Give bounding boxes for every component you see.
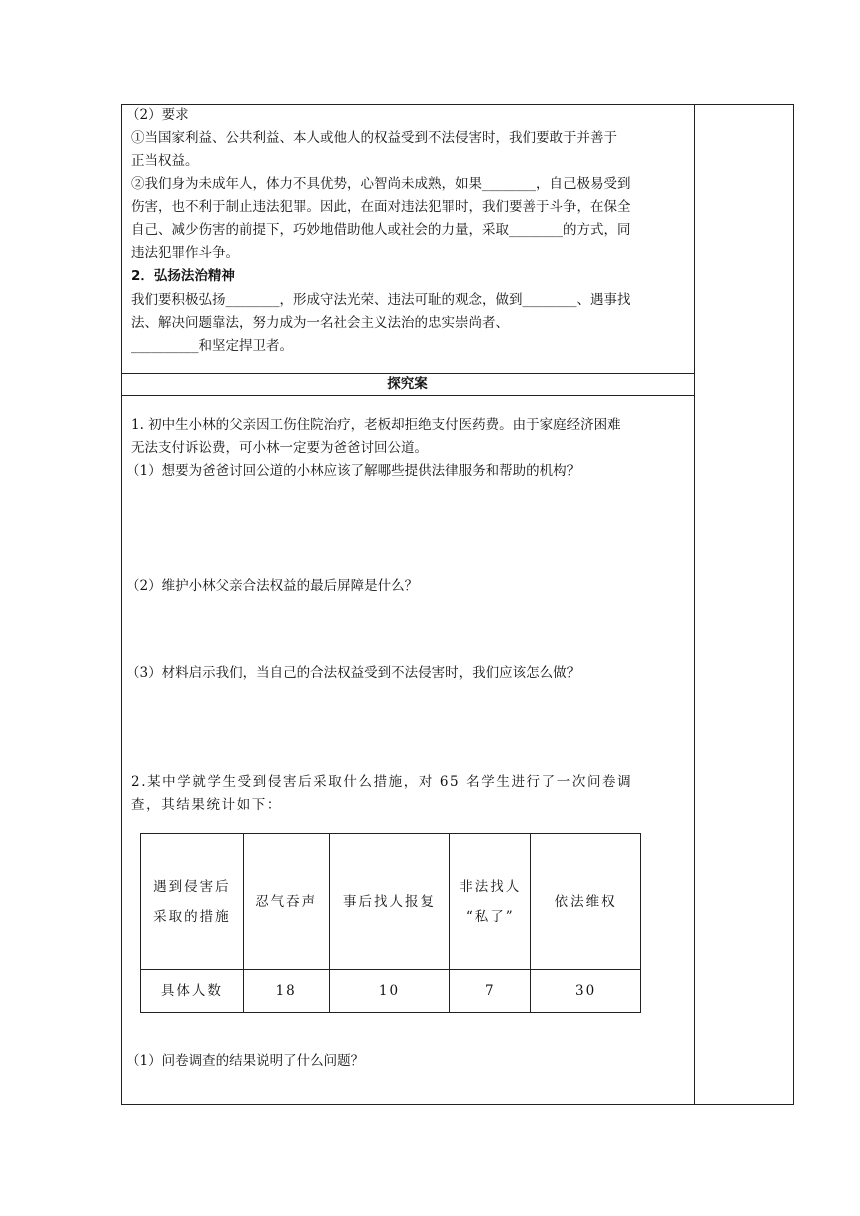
section-divider-top	[121, 373, 694, 374]
header-cell: 事后找人报复	[329, 834, 450, 970]
question-2-line: 2.某中学就学生受到侵害后采取什么措施，对 65 名学生进行了一次问卷调	[131, 774, 633, 790]
question-2-sub-1: （1）问卷调查的结果说明了什么问题？	[126, 1053, 365, 1069]
header-cell: 依法维权	[531, 834, 641, 970]
header-label-line: 遇到侵害后	[153, 878, 231, 895]
row-label-cell: 具体人数	[141, 970, 244, 1013]
section-title: 探究案	[387, 376, 428, 392]
requirement-line: 违法犯罪作斗争。	[131, 245, 239, 261]
value-cell: 30	[531, 970, 641, 1013]
value-cell: 18	[243, 970, 329, 1013]
requirement-line: 自己、减少伤害的前提下，巧妙地借助他人或社会的力量，采取________的方式，同	[131, 222, 631, 238]
value-cell: 10	[329, 970, 450, 1013]
spirit-heading: 2．弘扬法治精神	[131, 268, 235, 284]
question-2-line: 查，其结果统计如下：	[131, 797, 282, 813]
header-label-line: 采取的措施	[153, 908, 231, 925]
spirit-line: 法、解决问题靠法，努力成为一名社会主义法治的忠实崇尚者、	[131, 315, 509, 331]
table-row	[141, 970, 641, 1013]
question-1-sub-2: （2）维护小林父亲合法权益的最后屏障是什么？	[126, 578, 419, 594]
value-cell: 7	[450, 970, 531, 1013]
requirement-heading: （2）要求	[126, 107, 189, 123]
question-1-line: 无法支付诉讼费，可小林一定要为爸爸讨回公道。	[131, 440, 428, 456]
header-label-line: 非法找人	[459, 878, 522, 895]
header-cell	[141, 834, 244, 970]
question-1-sub-1: （1）想要为爸爸讨回公道的小林应该了解哪些提供法律服务和帮助的机构？	[126, 463, 581, 479]
header-cell: 忍气吞声	[243, 834, 329, 970]
frame-left-border	[121, 104, 122, 1105]
question-1-line: 1. 初中生小林的父亲因工伤住院治疗，老板却拒绝支付医药费。由于家庭经济困难	[131, 417, 621, 433]
frame-right-border	[793, 104, 794, 1105]
spirit-line: __________和坚定捍卫者。	[131, 338, 293, 354]
section-divider-bottom	[121, 395, 694, 396]
requirement-line: ②我们身为未成年人，体力不具优势，心智尚未成熟，如果________，自己极易受到	[131, 176, 631, 192]
spirit-line: 我们要积极弘扬________，形成守法光荣、违法可耻的观念，做到________、遇事找	[131, 292, 631, 308]
requirement-line: ①当国家利益、公共利益、本人或他人的权益受到不法侵害时，我们要敢于并善于	[131, 130, 617, 146]
header-label-line: “私了”	[465, 908, 515, 925]
notes-column-divider	[694, 104, 695, 1105]
survey-table	[140, 833, 641, 1013]
requirement-line: 正当权益。	[131, 153, 199, 169]
table-row	[141, 834, 641, 970]
question-1-sub-3: （3）材料启示我们，当自己的合法权益受到不法侵害时，我们应该怎么做？	[126, 665, 581, 681]
header-cell	[450, 834, 531, 970]
requirement-line: 伤害，也不利于制止违法犯罪。因此，在面对违法犯罪时，我们要善于斗争，在保全	[131, 199, 631, 215]
